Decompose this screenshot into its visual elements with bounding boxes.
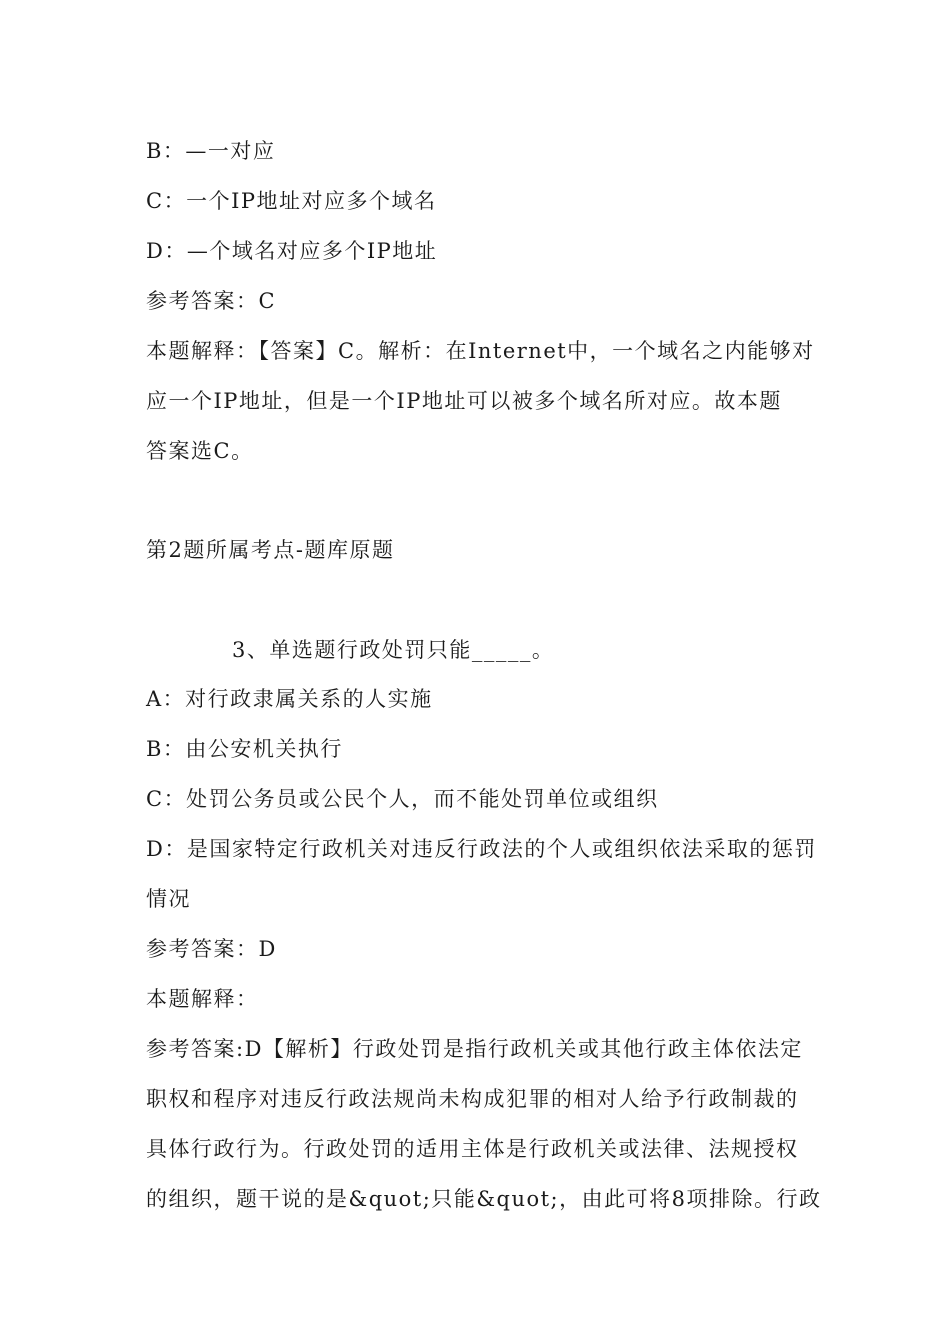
q3-explanation-line: 具体行政行为。行政处罚的适用主体是行政机关或法律、法规授权 xyxy=(146,1137,799,1161)
q2-answer: 参考答案：C xyxy=(146,289,277,313)
q2-option-b: B：—一对应 xyxy=(146,139,276,163)
q2-option-c: C：一个IP地址对应多个域名 xyxy=(146,189,437,213)
q2-topic: 第2题所属考点-题库原题 xyxy=(146,538,395,562)
q3-explanation-line: 参考答案:D【解析】行政处罚是指行政机关或其他行政主体依法定 xyxy=(146,1037,803,1061)
q2-option-d: D：—个域名对应多个IP地址 xyxy=(146,239,438,263)
q3-explanation-label: 本题解释： xyxy=(146,987,259,1011)
q3-option-c: C：处罚公务员或公民个人，而不能处罚单位或组织 xyxy=(146,787,659,811)
q3-option-d-line: D：是国家特定行政机关对违反行政法的个人或组织依法采取的惩罚 xyxy=(146,837,817,861)
q3-option-d-line: 情况 xyxy=(146,887,191,911)
q2-explanation-line: 本题解释：【答案】C。解析：在Internet中，一个域名之内能够对 xyxy=(146,339,815,363)
q2-explanation-line: 答案选C。 xyxy=(146,439,254,463)
q3-option-a: A：对行政隶属关系的人实施 xyxy=(146,687,433,711)
q3-answer: 参考答案：D xyxy=(146,937,277,961)
q3-question: 3、单选题行政处罚只能_____。 xyxy=(232,638,555,662)
q3-explanation-line: 职权和程序对违反行政法规尚未构成犯罪的相对人给予行政制裁的 xyxy=(146,1087,799,1111)
q2-explanation-line: 应一个IP地址，但是一个IP地址可以被多个域名所对应。故本题 xyxy=(146,389,782,413)
q3-explanation-line: 的组织，题干说的是&quot;只能&quot;，由此可将8项排除。行政 xyxy=(146,1187,822,1211)
q3-option-b: B：由公安机关执行 xyxy=(146,737,343,761)
